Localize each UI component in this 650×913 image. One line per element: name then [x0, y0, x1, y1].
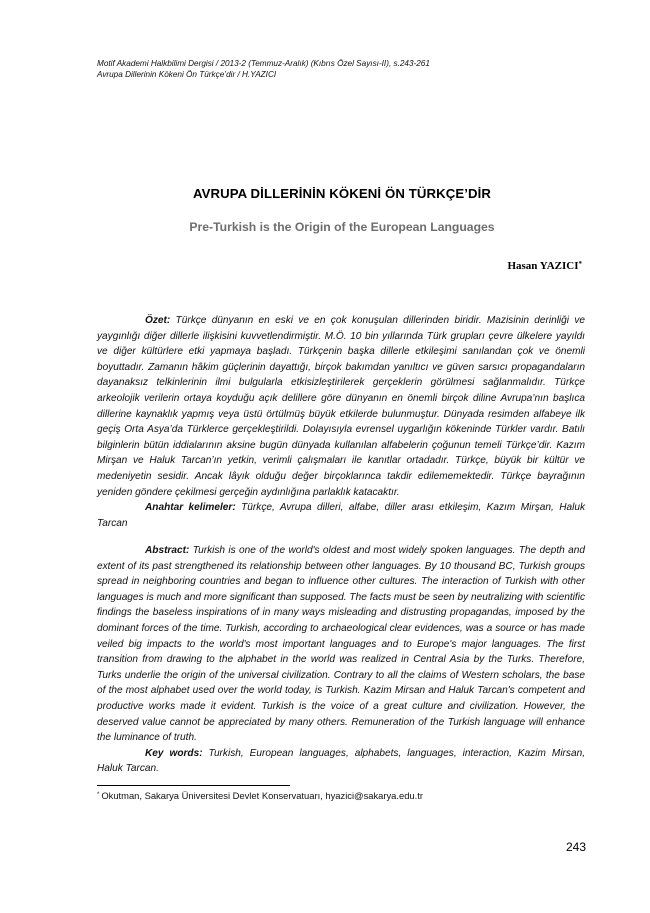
page-number: 243 — [565, 840, 586, 854]
journal-citation: Motif Akademi Halkbilimi Dergisi / 2013-2 (Temmuz-Aralık) (Kıbrıs Özel Sayısı-II), s.243-261 — [97, 59, 430, 68]
abstract-text: Turkish is one of the world's oldest and most widely spoken languages. The depth and extent of its past strengthened its relationship between other languages. By 10 thousand BC, Turkish groups spread in neighboring countries and began to influence other cultures. The interaction of Turkish with other languages is much and more significant than supposed. The facts must be seen by neutralizing with scientific findings the baseless inspirations of in many ways misleading and distrusting propagandas, imposed by the dominant forces of the time. Turkish, according to archaeological clear evidences, was a source or has made veiled big impacts to the world's most important languages and to Europe's major languages. The first transition from drawing to the alphabet in the world was realized in Central Asia by the Turks. Therefore, Turks underlie the origin of the universal civilization. Contrary to all the claims of Western scholars, the base of the most alphabet used over the world today, is Turkish. Kazim Mirsan and Haluk Tarcan's competent and productive works made it evident. Turkish is the voice of a great culture and civilization. However, the deserved value cannot be appreciated by many others. Remuneration of the Turkish language will enhance the luminance of truth. — [97, 545, 585, 744]
turkish-abstract — [97, 313, 585, 531]
anahtar-text: Türkçe, Avrupa dilleri, alfabe, diller arası etkileşim, Kazım Mirşan, Haluk Tarcan — [97, 502, 586, 529]
footnote-marker: * — [97, 792, 100, 798]
footnote-divider — [97, 785, 290, 786]
anahtar-label: Anahtar kelimeler: — [145, 502, 236, 514]
running-header — [97, 59, 567, 80]
abstract-paragraph — [97, 543, 585, 746]
author-footnote-marker: * — [578, 260, 582, 268]
article-subtitle: Pre-Turkish is the Origin of the European Languages — [189, 220, 495, 234]
article-title: AVRUPA DİLLERİNİN KÖKENİ ÖN TÜRKÇE’DİR — [192, 186, 492, 201]
author-line — [507, 260, 582, 272]
english-abstract — [97, 543, 585, 777]
author-name: Hasan YAZICI — [507, 260, 579, 272]
footnote-text: Okutman, Sakarya Üniversitesi Devlet Konservatuarı, hyazici@sakarya.edu.tr — [101, 790, 423, 801]
keywords-text: Turkish, European languages, alphabets, languages, interaction, Kazim Mirsan, Haluk Tarcan. — [97, 747, 585, 775]
abstract-label: Abstract: — [145, 545, 190, 556]
ozet-text: Türkçe dünyanın en eski ve en çok konuşulan dillerinden biridir. Mazisinin derinliği ve yaygınlığı diğer dillerle ilişkisini kuvvetlendirmiştir. M.Ö. 10 bin yıllarında Türk grupları çevre ülkelere yayıldı ve diğer kültürlere etki yapmaya başladı. Türkçenin başka dillerle etkileşimi sanılandan çok ve önemli boyuttadır. Zamanın hâkim güçlerinin dayattığı, birçok bakımdan yanıltıcı ve güven sarsıcı propagandaların dayanaksız telkinlerinin ilmi bulgularla etkisizleştirilerek gerçeklerin görülmesi sağlanmalıdır. Türkçe arkeolojik verilerin ortaya koyduğu açık delillere göre dünyanın en önemli birçok diline Avrupa’nın başlıca dillerine kaynaklık yapmış veya üstü örtülmüş büyük etkilerde bulunmuştur. Dünyada resimden alfabeye ilk geçiş Orta Asya’da Türklerce gerçekleştirildi. Dolayısıyla evrensel uygarlığın kökeninde Türkler vardır. Batılı bilginlerin bütün iddialarının aksine bugün dünyada kullanılan alfabelerin çoğunun temeli Türkçe’dir. Kazım Mirşan ve Haluk Tarcan’ın yetkin, verimli çalışmaları ile kanıtlar ortadadır. Türkçe, büyük bir kültür ve medeniyetin sesidir. Ancak lâyık olduğu değer birçoklarınca takdir edilememektedir. Türkçe bayrağının yeniden göndere çekilmesi gerçeğin aydınlığına parlaklık katacaktır. — [97, 315, 585, 498]
ozet-paragraph — [97, 313, 585, 500]
keywords-label: Key words: — [145, 747, 203, 759]
anahtar-paragraph — [97, 500, 585, 531]
keywords-paragraph — [97, 746, 585, 777]
footnote — [97, 790, 585, 801]
short-title-author: Avrupa Dillerinin Kökeni Ön Türkçe’dir / H.YAZICI — [97, 69, 277, 79]
ozet-label: Özet: — [145, 315, 171, 326]
